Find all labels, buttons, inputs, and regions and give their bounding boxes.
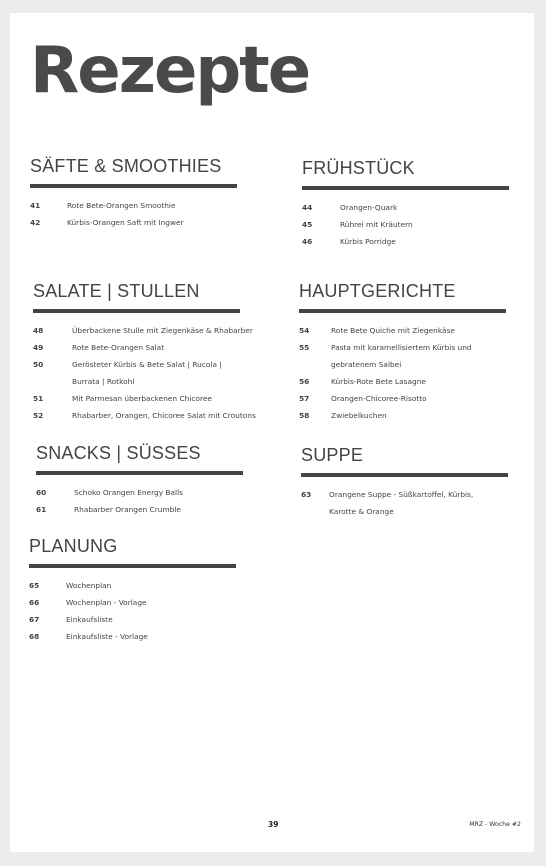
recipe-entry [29, 594, 236, 611]
section-divider [302, 186, 509, 190]
recipe-title: Einkaufsliste [66, 615, 113, 624]
recipe-page-number: 58 [299, 411, 310, 420]
recipe-page-number: 44 [302, 203, 313, 212]
recipe-entry [30, 197, 237, 214]
recipe-entry [30, 214, 237, 231]
recipe-page-number: 41 [30, 201, 41, 210]
section-heading: SÄFTE & SMOOTHIES [30, 156, 222, 176]
recipe-entry [29, 628, 236, 645]
recipe-title: Rote Bete-Orangen Smoothie [67, 201, 176, 210]
section-heading: PLANUNG [29, 536, 118, 556]
recipe-entry [299, 356, 506, 373]
recipe-title: Rhabarber, Orangen, Chicoree Salat mit Croutons [72, 411, 256, 420]
section-heading: SUPPE [301, 445, 364, 465]
recipe-title: Gerösteter Kürbis & Bete Salat | Rucola | [72, 360, 222, 369]
recipe-entry [33, 407, 256, 424]
section-snacks [36, 443, 243, 518]
section-divider [33, 309, 240, 313]
section-saefte [30, 156, 237, 231]
recipe-page-number: 49 [33, 343, 44, 352]
recipe-page-number: 51 [33, 394, 44, 403]
recipe-entry [36, 484, 243, 501]
recipe-title: Kürbis-Rote Bete Lasagne [331, 377, 426, 386]
recipe-page-number [299, 356, 331, 373]
recipe-list [302, 199, 509, 250]
section-divider [36, 471, 243, 475]
section-divider [301, 473, 508, 477]
recipe-title: Überbackene Stulle mit Ziegenkäse & Rhabarber [72, 326, 253, 335]
document-page [10, 13, 534, 852]
recipe-page-number: 60 [36, 488, 47, 497]
recipe-entry [33, 356, 240, 373]
recipe-title: Wochenplan [66, 581, 112, 590]
recipe-entry [299, 322, 506, 339]
recipe-title: gebratenem Salbei [331, 360, 402, 369]
recipe-entry [33, 390, 240, 407]
recipe-list [36, 484, 243, 518]
recipe-entry [33, 339, 240, 356]
recipe-entry [36, 501, 243, 518]
recipe-page-number: 45 [302, 220, 313, 229]
page-number: 39 [268, 820, 279, 829]
section-suppe [301, 445, 508, 520]
recipe-page-number: 65 [29, 581, 40, 590]
recipe-title: Orangen-Chicoree-Risotto [331, 394, 427, 403]
recipe-title: Burrata | Rotkohl [72, 377, 135, 386]
page-title: Rezepte [30, 34, 310, 108]
recipe-page-number: 48 [33, 326, 44, 335]
recipe-page-number: 67 [29, 615, 40, 624]
recipe-title: Schoko Orangen Energy Balls [74, 488, 183, 497]
recipe-page-number: 52 [33, 411, 44, 420]
recipe-page-number: 61 [36, 505, 47, 514]
recipe-page-number: 68 [29, 632, 40, 641]
section-divider [29, 564, 236, 568]
recipe-title: Orangene Suppe - Süßkartoffel, Kürbis, [329, 490, 474, 499]
recipe-title: Rührei mit Kräutern [340, 220, 413, 229]
recipe-page-number [33, 373, 72, 390]
recipe-entry [29, 611, 236, 628]
recipe-entry [29, 577, 236, 594]
section-salate [33, 281, 256, 424]
recipe-list [29, 577, 236, 645]
recipe-page-number: 54 [299, 326, 310, 335]
recipe-entry [299, 407, 506, 424]
section-heading: HAUPTGERICHTE [299, 281, 456, 301]
section-divider [299, 309, 506, 313]
section-heading: SNACKS | SÜSSES [36, 443, 201, 463]
footer-label: MRZ - Woche #2 [469, 821, 521, 828]
recipe-page-number: 57 [299, 394, 310, 403]
recipe-title: Rote Bete-Orangen Salat [72, 343, 165, 352]
recipe-entry [302, 216, 509, 233]
recipe-page-number: 46 [302, 237, 313, 246]
recipe-title: Kürbis-Orangen Saft mit Ingwer [67, 218, 184, 227]
recipe-title: Orangen-Quark [340, 203, 398, 212]
recipe-page-number: 63 [301, 490, 312, 499]
recipe-page-number: 56 [299, 377, 310, 386]
recipe-title: Zwiebelkuchen [331, 411, 387, 420]
recipe-entry [33, 322, 253, 339]
recipe-entry [302, 233, 509, 250]
recipe-page-number: 50 [33, 360, 44, 369]
recipe-entry [301, 503, 508, 520]
recipe-title: Einkaufsliste - Vorlage [66, 632, 148, 641]
recipe-title: Wochenplan - Vorlage [66, 598, 147, 607]
recipe-title: Mit Parmesan überbackenen Chicoree [72, 394, 212, 403]
recipe-entry [299, 339, 506, 356]
recipe-entry [299, 390, 506, 407]
section-fruehstueck [302, 158, 509, 250]
recipe-title: Kürbis Porridge [340, 237, 396, 246]
recipe-page-number [301, 503, 329, 520]
recipe-list [299, 322, 506, 424]
section-hauptgerichte [299, 281, 506, 424]
section-divider [30, 184, 237, 188]
recipe-list [30, 197, 237, 231]
recipe-entry [301, 486, 508, 503]
recipe-title: Karotte & Orange [329, 507, 394, 516]
recipe-title: Pasta mit karamellisiertem Kürbis und [331, 343, 472, 352]
recipe-page-number: 42 [30, 218, 41, 227]
recipe-entry [302, 199, 509, 216]
recipe-entry [299, 373, 506, 390]
recipe-title: Rote Bete Quiche mit Ziegenkäse [331, 326, 455, 335]
section-heading: FRÜHSTÜCK [302, 158, 415, 178]
recipe-title: Rhabarber Orangen Crumble [74, 505, 181, 514]
recipe-list [301, 486, 508, 520]
recipe-list [33, 322, 256, 424]
section-heading: SALATE | STULLEN [33, 281, 200, 301]
recipe-entry [33, 373, 240, 390]
recipe-page-number: 66 [29, 598, 40, 607]
section-planung [29, 536, 236, 645]
recipe-page-number: 55 [299, 343, 310, 352]
